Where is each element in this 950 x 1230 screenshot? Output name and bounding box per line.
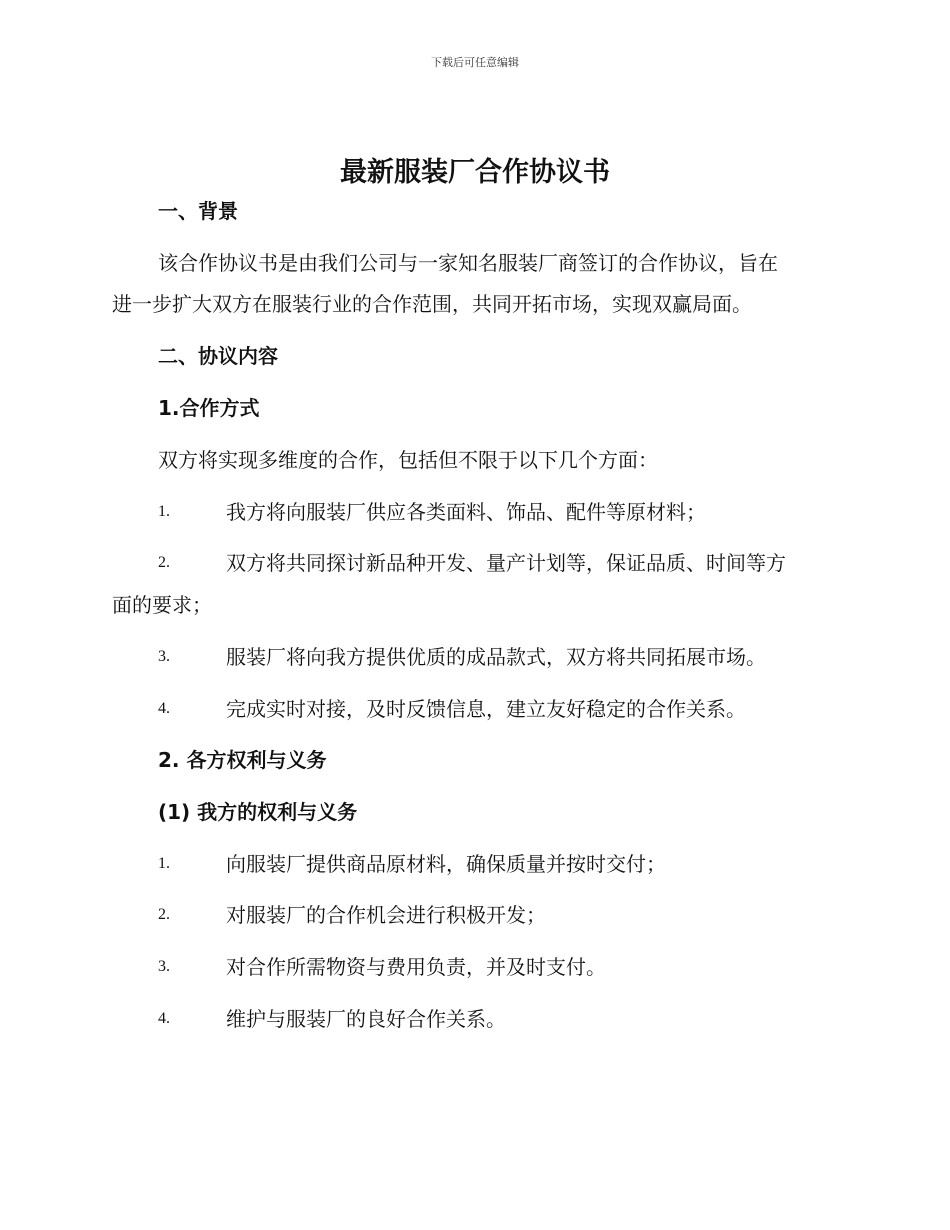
- list-item-number: 3.: [158, 958, 170, 975]
- list-item-text: 我方将向服装厂供应各类面料、饰品、配件等原材料；: [226, 500, 706, 524]
- background-paragraph-line-1: 该合作协议书是由我们公司与一家知名服装厂商签订的合作协议，旨在: [158, 251, 778, 275]
- list-item-number: 2.: [158, 906, 170, 923]
- list-item-number: 3.: [158, 648, 170, 665]
- list-item-number: 4.: [158, 700, 170, 717]
- list-item-text: 维护与服装厂的良好合作关系。: [226, 1007, 506, 1031]
- list-item-text-continued: 面的要求；: [112, 593, 212, 617]
- list-item-text: 双方将共同探讨新品种开发、量产计划等，保证品质、时间等方: [226, 551, 786, 575]
- list-item-number: 4.: [158, 1010, 170, 1027]
- section-heading-background: 一、背景: [158, 199, 238, 223]
- list-item-text: 对合作所需物资与费用负责，并及时支付。: [226, 955, 606, 979]
- background-paragraph-line-2: 进一步扩大双方在服装行业的合作范围，共同开拓市场，实现双赢局面。: [112, 292, 752, 316]
- list-item-text: 服装厂将向我方提供优质的成品款式，双方将共同拓展市场。: [226, 645, 766, 669]
- cooperation-intro: 双方将实现多维度的合作，包括但不限于以下几个方面：: [158, 448, 658, 472]
- subsection-heading-cooperation: 1.合作方式: [158, 396, 260, 420]
- list-item-text: 向服装厂提供商品原材料，确保质量并按时交付；: [226, 852, 666, 876]
- section-heading-agreement: 二、协议内容: [158, 344, 278, 368]
- rights-part-heading: (1) 我方的权利与义务: [158, 800, 358, 824]
- list-item-number: 1.: [158, 503, 170, 520]
- document-title: 最新服装厂合作协议书: [340, 157, 610, 188]
- subsection-heading-rights: 2. 各方权利与义务: [158, 748, 327, 772]
- list-item-text: 对服装厂的合作机会进行积极开发；: [226, 903, 546, 927]
- header-note: 下载后可任意编辑: [431, 56, 519, 69]
- list-item-number: 2.: [158, 554, 170, 571]
- list-item-text: 完成实时对接，及时反馈信息，建立友好稳定的合作关系。: [226, 697, 746, 721]
- list-item-number: 1.: [158, 855, 170, 872]
